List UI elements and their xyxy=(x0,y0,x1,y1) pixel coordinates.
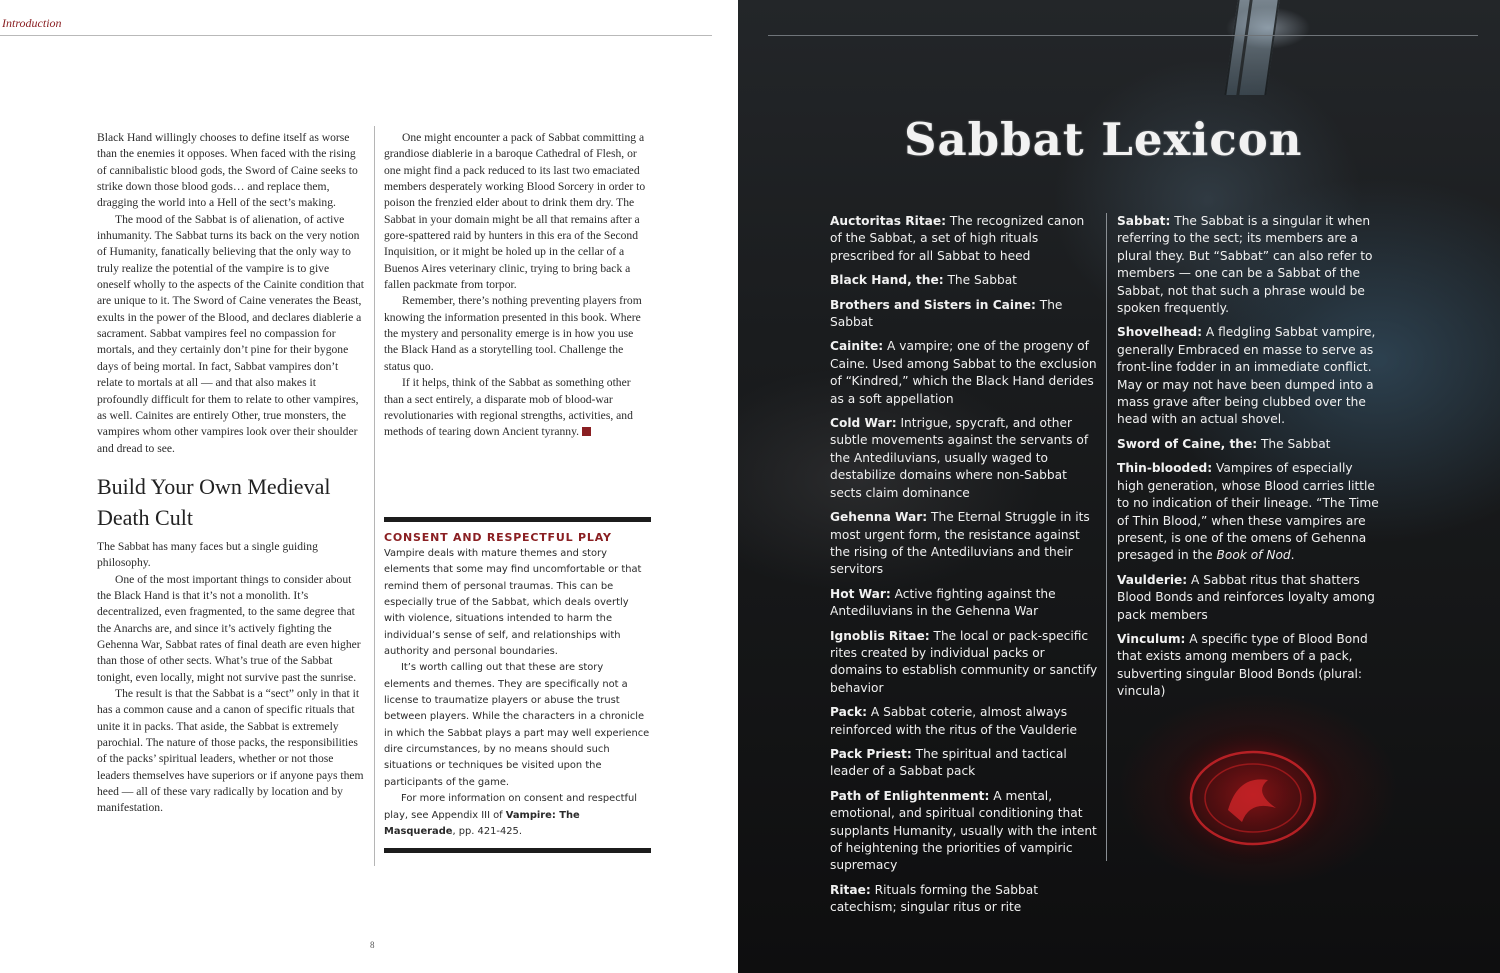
lexicon-definition: The Sabbat xyxy=(943,273,1017,288)
lexicon-term: Vaulderie: xyxy=(1117,572,1188,587)
page-number: 8 xyxy=(370,940,375,950)
paragraph: The Sabbat has many faces but a single guiding philosophy. xyxy=(97,539,318,570)
lexicon-definition-end: . xyxy=(1290,548,1295,563)
lexicon-term: Black Hand, the: xyxy=(830,273,944,288)
lexicon-entry xyxy=(1117,572,1379,624)
lexicon-title: Sabbat Lexicon xyxy=(904,113,1303,166)
header-rule xyxy=(0,35,712,36)
lexicon-term: Sword of Caine, the: xyxy=(1117,436,1258,451)
paragraph: One of the most important things to consider about the Black Hand is that it’s not a monolith. It’s decentralized, even fragmented, to the same degree that the Anarchs are, and since it’s actively fighting the Gehenna War, Sabbat rates of final death are even higher than those of other sects. What’s true of the Sabbat tonight, even locally, might not survive past the sunrise. xyxy=(97,572,361,684)
paragraph-text: If it helps, think of the Sabbat as something other than a sect entirely, a disparate mob of blood-war revolutionaries with regional strengths, activities, and methods of tearing down Ancient tyranny. xyxy=(384,376,633,439)
left-page xyxy=(0,0,738,973)
lexicon-entry xyxy=(830,882,1098,917)
lexicon-definition: Rituals forming the Sabbat catechism; singular ritus or rite xyxy=(830,882,1039,915)
lexicon-term: Brothers and Sisters in Caine: xyxy=(830,297,1036,312)
lexicon-column-1 xyxy=(830,213,1098,924)
lexicon-entry xyxy=(830,628,1098,698)
lexicon-definition: A vampire; one of the progeny of Caine. Used among Sabbat to the exclusion of “Kindred,” which the Black Hand derides as a soft appellation xyxy=(830,339,1097,406)
right-page xyxy=(738,0,1500,973)
lexicon-entry xyxy=(830,586,1098,621)
sidebar-paragraph: Vampire deals with mature themes and story elements that some may find uncomfortable or that remind them of personal traumas. This can be especially true of the Sabbat, which deals overtly with violence, situations intended to harm the individual’s sense of self, and relationships with authority and personal boundaries. xyxy=(384,548,642,658)
lexicon-term: Hot War: xyxy=(830,586,891,601)
lexicon-term: Thin-blooded: xyxy=(1117,461,1213,476)
text-column-2 xyxy=(384,130,650,441)
lexicon-definition: Intrigue, spycraft, and other subtle movements against the servants of the Antediluvians, usually waged to destabilize domains where non-Sabbat sects claim dominance xyxy=(830,416,1089,500)
lexicon-column-divider xyxy=(1106,213,1107,861)
lexicon-term: Auctoritas Ritae: xyxy=(830,214,947,228)
lexicon-definition: Active fighting against the Antediluvians in the Gehenna War xyxy=(830,586,1056,619)
lexicon-entry xyxy=(1117,631,1379,701)
sidebar-text: , pp. 421-425. xyxy=(452,825,522,837)
lexicon-term: Cold War: xyxy=(830,416,897,431)
sidebar-body xyxy=(384,546,651,840)
lexicon-entry xyxy=(830,213,1098,265)
consent-sidebar xyxy=(384,517,651,853)
lexicon-entry xyxy=(830,338,1098,408)
lexicon-definition: A Sabbat coterie, almost always reinforced with the ritus of the Vaulderie xyxy=(830,705,1077,737)
sidebar-bottom-rule xyxy=(384,848,651,853)
lexicon-entry xyxy=(830,509,1098,579)
lexicon-definition: A Sabbat ritus that shatters Blood Bonds and reinforces loyalty among pack members xyxy=(1117,572,1375,622)
lexicon-entry xyxy=(830,297,1098,332)
sidebar-title: CONSENT AND RESPECTFUL PLAY xyxy=(384,531,612,544)
cathedral-window xyxy=(1224,0,1279,95)
text-column-1 xyxy=(97,130,364,817)
paragraph: The mood of the Sabbat is of alienation, of active inhumanity. The Sabbat turns its back on the very notion of Humanity, fanatically believing that the only way to truly realize the potential of the vampire is to give oneself wholly to the aspects of the Cainite condition that are unique to it. The Sword of Caine venerates the Beast, exults in the power of the Blood, and declares diablerie a sacrament. Sabbat vampires feel no compassion for mortals, and they certainly don’t pine for their bygone days of being mortal. In fact, Sabbat vampires don’t relate to mortals at all — and that also makes it profoundly difficult for them to relate to other vampires, as well. Cainites are entirely Other, true monsters, the vampires whom other vampires look over their shoulder and dread to see. xyxy=(97,212,364,455)
lexicon-term: Shovelhead: xyxy=(1117,325,1202,340)
lexicon-definition: The Sabbat is a singular it when referring to the sect; its members are a plural they. But “Sabbat” can also refer to members — one can be a Sabbat of the Sabbat, not that such a phrase would be spoken frequently. xyxy=(1117,214,1373,316)
lexicon-entry xyxy=(830,415,1098,502)
lexicon-term: Gehenna War: xyxy=(830,510,928,525)
blood-sigil-icon xyxy=(1158,720,1348,870)
lexicon-definition: A mental, emotional, and spiritual conditioning that supplants Humanity, usually with the intent of heightening the priorities of vampiric supremacy xyxy=(830,788,1097,873)
column-divider xyxy=(374,126,375,866)
paragraph: The result is that the Sabbat is a “sect” only in that it has a common cause and a canon of specific rituals that unite it in packs. That aside, the Sabbat is extremely parochial. The nature of those packs, the responsibilities of the packs’ spiritual leaders, whether or not those leaders themselves have superiors or if anyone pays them heed — all of these vary radically by location and by manifestation. xyxy=(97,686,364,815)
lexicon-term: Vinculum: xyxy=(1117,631,1186,646)
running-head: Introduction xyxy=(2,16,62,30)
end-mark-icon xyxy=(582,427,591,436)
book-title: Vampire: The Masquerade xyxy=(384,809,580,837)
lexicon-definition: The Sabbat xyxy=(1257,436,1331,451)
paragraph-last xyxy=(384,375,650,440)
sidebar-top-rule xyxy=(384,517,651,522)
lexicon-entry xyxy=(1117,324,1379,428)
book-title: Book of Nod xyxy=(1216,548,1291,563)
sidebar-paragraph: It’s worth calling out that these are story elements and themes. They are specifically not a license to traumatize players or abuse the trust between players. While the characters in a chronicle in which the Sabbat plays a part may well experience dire circumstances, by no means should such situations or techniques be visited upon the participants of the game. xyxy=(384,662,650,788)
paragraph: One might encounter a pack of Sabbat committing a grandiose diablerie in a baroque Cathedral of Flesh, or one might find a pack reduced to its last two emaciated members desperately working Blood Sorcery in order to poison the frenzied elder about to drink them dry. The Sabbat in your domain might be all that remains after a gore-spattered raid by hunters in this era of the Second Inquisition, or it might be holed up in the cellar of a Buenos Aires veterinary clinic, trying to bring back a fallen packmate from torpor. xyxy=(384,131,646,292)
lexicon-definition: Vampires of especially high generation, whose Blood carries little to no indication of their lineage. “The Time of Thin Blood,” when these vampires are present, is one of the omens of Gehenna presaged in the xyxy=(1117,461,1379,563)
lexicon-definition: The Eternal Struggle in its most urgent form, the resistance against the rising of the Antediluvians and their servitors xyxy=(830,510,1090,577)
sidebar-paragraph xyxy=(384,791,651,840)
lexicon-entry xyxy=(830,704,1098,739)
lexicon-definition: A specific type of Blood Bond that exists among members of a pack, subverting singular Blood Bonds (plural: vincula) xyxy=(1117,631,1368,699)
lexicon-term: Sabbat: xyxy=(1117,214,1171,228)
header-rule-right xyxy=(768,35,1478,36)
lexicon-definition: The Sabbat xyxy=(830,297,1063,330)
lexicon-entry xyxy=(1117,460,1379,564)
lexicon-term: Pack Priest: xyxy=(830,746,912,761)
lexicon-entry xyxy=(830,788,1098,875)
lexicon-term: Path of Enlightenment: xyxy=(830,788,990,803)
lexicon-entry xyxy=(830,272,1098,289)
lexicon-definition: A fledgling Sabbat vampire, generally Embraced en masse to serve as front-line fodder in an immediate conflict. May or may not have been dumped into a mass grave after being clubbed over the head with an actual shovel. xyxy=(1117,325,1376,427)
sidebar-text: For more information on consent and respectful play, see Appendix III of xyxy=(384,793,637,821)
paragraph: Black Hand willingly chooses to define itself as worse than the enemies it opposes. When faced with the rising of cannibalistic blood gods, the Sword of Caine seeks to strike down those blood gods… and replace them, dragging the world into a Hell of the sect’s making. xyxy=(97,131,358,210)
lexicon-entry xyxy=(830,746,1098,781)
lexicon-term: Pack: xyxy=(830,705,868,720)
section-heading: Build Your Own Medieval Death Cult xyxy=(97,473,331,530)
lexicon-term: Cainite: xyxy=(830,339,884,354)
lexicon-entry xyxy=(1117,436,1379,453)
lexicon-column-2 xyxy=(1117,213,1379,708)
lexicon-term: Ritae: xyxy=(830,882,871,897)
lexicon-definition: The local or pack-specific rites created by individual packs or domains to establish community or sanctify behavior xyxy=(830,628,1098,695)
lexicon-definition: The recognized canon of the Sabbat, a set of high rituals prescribed for all Sabbat to heed xyxy=(830,214,1085,263)
lexicon-entry xyxy=(1117,213,1379,317)
lexicon-term: Ignoblis Ritae: xyxy=(830,628,930,643)
lexicon-definition: The spiritual and tactical leader of a Sabbat pack xyxy=(830,746,1067,779)
paragraph: Remember, there’s nothing preventing players from knowing the information presented in this book. Where the mystery and personality emerge is in how you use the Black Hand as a storytelling tool. Challenge the status quo. xyxy=(384,294,642,373)
